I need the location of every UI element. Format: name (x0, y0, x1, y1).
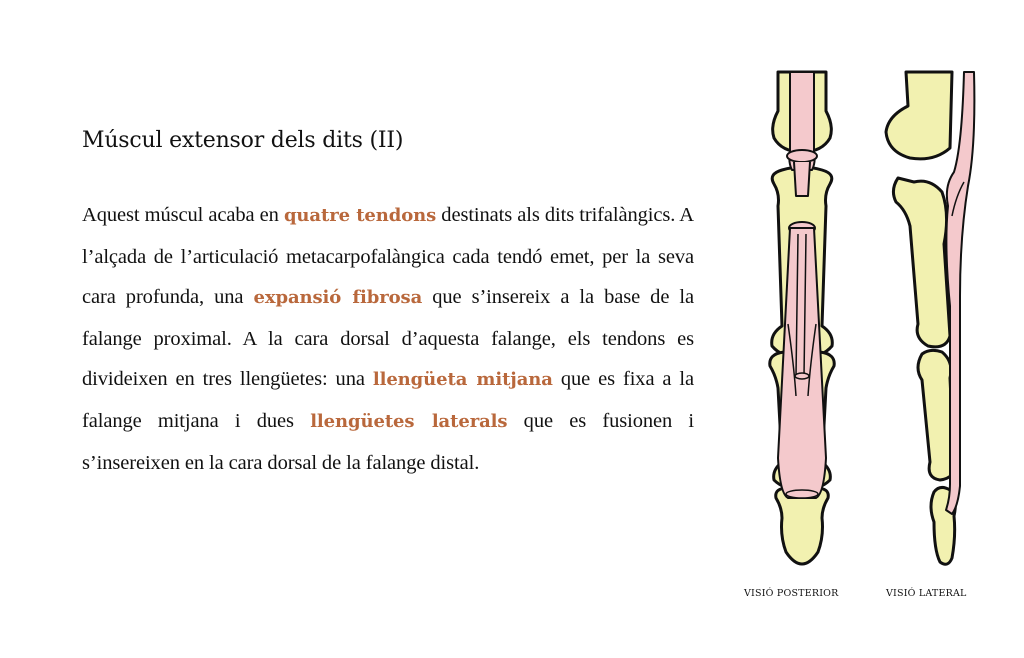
lateral-proximal-phalanx (893, 178, 950, 347)
paragraph-text: que es fusionen i s’insereixen en la cara dorsal de la falange distal. (82, 409, 695, 474)
paragraph-text: destinats als dits trifalàngics. A l’alçada de l’articulació metacarpofalàngica cada tendó emet, per la seva cara profunda, una (82, 204, 694, 309)
page-title: Múscul extensor dels dits (II) (82, 128, 404, 153)
text-column (82, 128, 694, 483)
paragraph-text: Aquest múscul acaba en (82, 204, 284, 226)
highlighted-term: expansió fibrosa (253, 287, 423, 309)
highlighted-term: llengüeta mitjana (372, 369, 553, 391)
caption-posterior-view: VISIÓ POSTERIOR (744, 588, 839, 599)
paragraph-text: que es fixa a la falange mitjana i dues (82, 368, 695, 432)
lateral-metacarpal (886, 72, 952, 159)
posterior-view (770, 72, 834, 564)
paragraph-text: que s’insereix a la base de la falange proximal. A la cara dorsal d’aquesta falange, els tendons es divideixen en tres llengüetes: una (82, 286, 694, 391)
lateral-middle-phalanx (918, 350, 954, 480)
caption-lateral-view: VISIÓ LATERAL (886, 588, 967, 599)
body-paragraph (82, 195, 694, 483)
highlighted-term: llengüetes laterals (310, 410, 508, 432)
highlighted-term: quatre tendons (283, 205, 437, 226)
lateral-view (886, 72, 974, 564)
finger-anatomy-illustration (738, 66, 1008, 606)
finger-diagram-svg (738, 66, 1008, 606)
